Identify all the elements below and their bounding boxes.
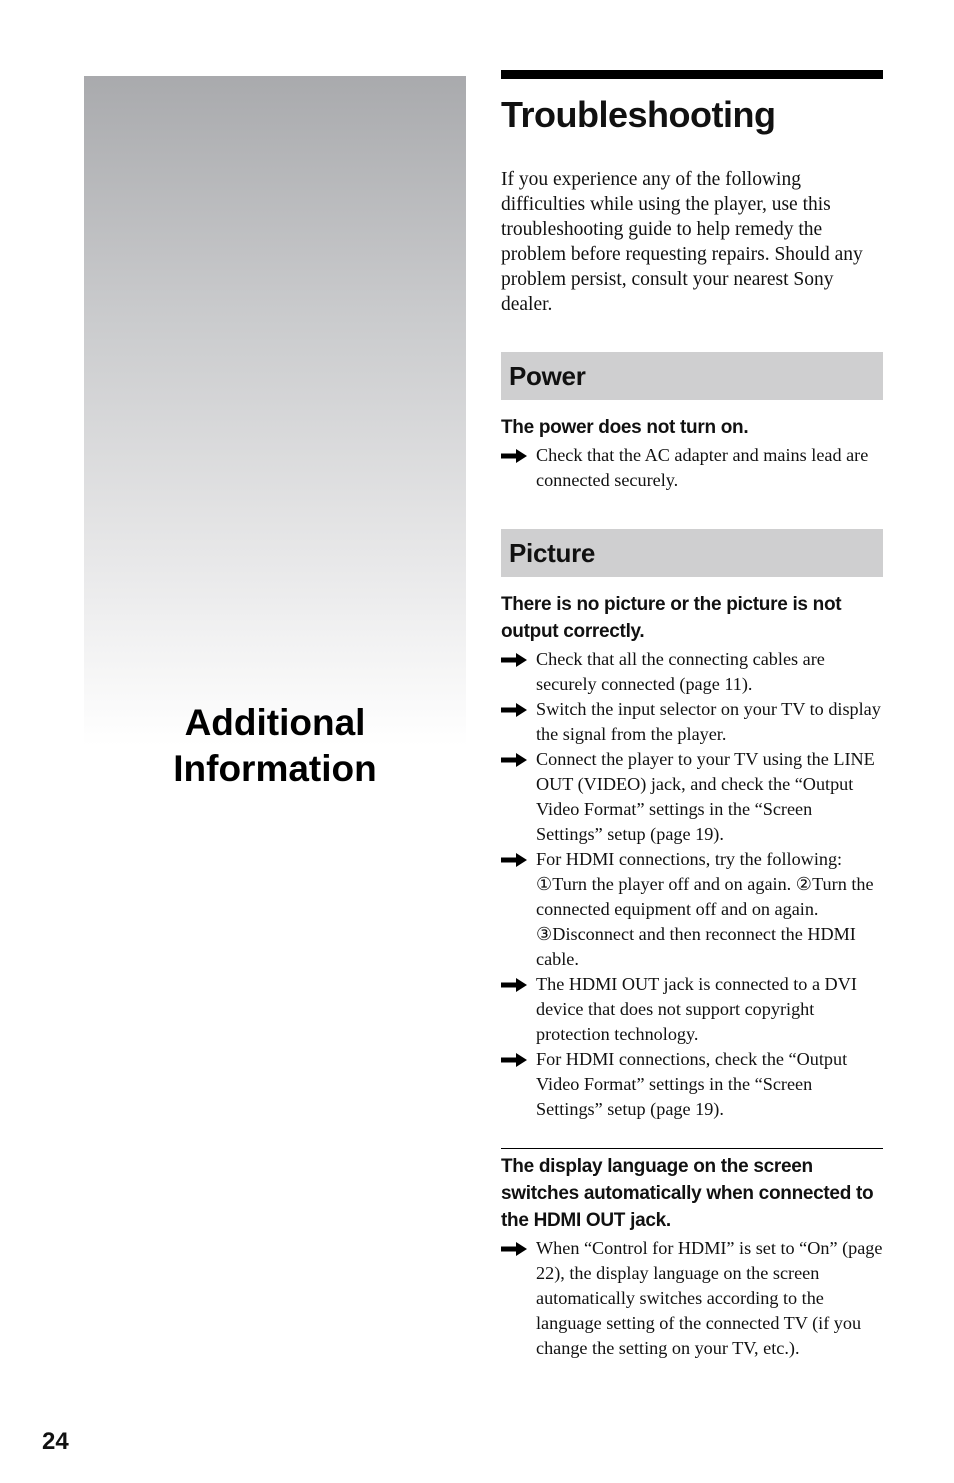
answer-item [501,697,883,747]
answer-item [501,443,883,493]
answer-list [501,443,883,493]
answer-item [501,847,883,972]
main-column [501,70,883,1361]
arrow-right-icon [501,703,527,717]
arrow-right-icon [501,753,527,767]
arrow-right-icon [501,449,527,463]
answer-text: When “Control for HDMI” is set to “On” (page 22), the display language on the screen automatically switches according to the language setting of the connected TV (if you change the setting on your TV, etc.). [536,1238,883,1358]
answer-item [501,972,883,1047]
answer-text: Check that the AC adapter and mains lead are connected securely. [536,445,869,490]
problem-question: The power does not turn on. [501,417,749,438]
section-heading-power: Power [501,352,883,400]
page-number: 24 [42,1428,69,1455]
page-title: Troubleshooting [501,94,776,135]
side-title [84,700,466,792]
problem-question: The display language on the screen switches automatically when connected to the HDMI OUT jack. [501,1156,874,1231]
section-heading-picture: Picture [501,529,883,577]
answer-text: Connect the player to your TV using the LINE OUT (VIDEO) jack, and check the “Output Video Format” settings in the “Screen Settings” setup (page 19). [536,749,875,844]
intro-paragraph: If you experience any of the following difficulties while using the player, use this troubleshooting guide to help remedy the problem before requesting repairs. Should any problem persist, consult your nearest Sony dealer. [501,169,863,315]
answer-item [501,1047,883,1122]
answer-item [501,1236,883,1361]
answer-list [501,1236,883,1361]
answer-text: For HDMI connections, check the “Output Video Format” settings in the “Screen Settings” setup (page 19). [536,1049,848,1119]
arrow-right-icon [501,653,527,667]
arrow-right-icon [501,1053,527,1067]
divider [501,1148,883,1149]
answer-item [501,647,883,697]
answer-text: The HDMI OUT jack is connected to a DVI device that does not support copyright protection technology. [536,974,857,1044]
arrow-right-icon [501,853,527,867]
problem-question: There is no picture or the picture is not output correctly. [501,594,842,642]
arrow-right-icon [501,1242,527,1256]
title-rule [501,70,883,79]
side-title-line2: Information [173,748,377,789]
answer-text: Switch the input selector on your TV to display the signal from the player. [536,699,881,744]
answer-item [501,747,883,847]
side-panel [84,76,466,746]
side-title-line1: Additional [184,702,366,743]
answer-list [501,647,883,1122]
answer-text: For HDMI connections, try the following: ①Turn the player off and on again. ②Turn the connected equipment off and on again. ③Disconnect and then reconnect the HDMI cable. [536,849,874,969]
answer-text: Check that all the connecting cables are securely connected (page 11). [536,649,825,694]
arrow-right-icon [501,978,527,992]
